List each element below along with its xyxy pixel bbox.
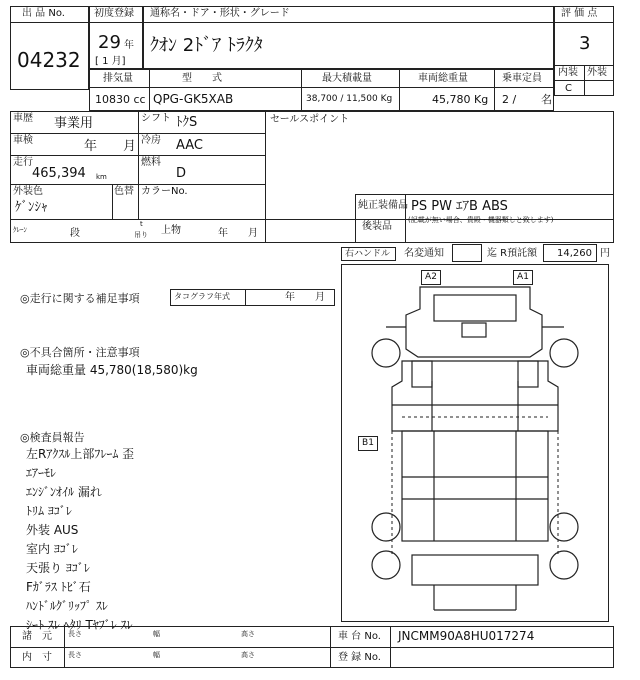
interior-score: C bbox=[565, 83, 572, 94]
report-line-1: 左Rｱｸｽﾙ上部ﾌﾚｰﾑ 歪 bbox=[26, 447, 135, 461]
inspection-value: 年 月 bbox=[84, 139, 137, 154]
tachograph-date: 年 月 bbox=[285, 292, 325, 303]
color-change-label: 色替 bbox=[114, 186, 134, 197]
max-load-value: 38,700 / 11,500 Kg bbox=[306, 94, 393, 104]
report-line-3: ｴﾝｼﾞﾝｵｲﾙ 漏れ bbox=[26, 485, 102, 499]
report-line-6: 室内 ﾖｺﾞﾚ bbox=[26, 542, 78, 556]
deposit-unit: 円 bbox=[600, 248, 610, 259]
crane-lift: 吊り bbox=[134, 231, 148, 239]
name-change-box bbox=[452, 244, 482, 262]
registration-label: 登 録 No. bbox=[338, 652, 381, 663]
fuel-value: D bbox=[176, 166, 187, 181]
spec-label: 諸 元 bbox=[22, 631, 52, 642]
damage-mark-b1: B1 bbox=[358, 436, 378, 451]
color-code-label: カラーNo. bbox=[141, 186, 188, 197]
interior-label: 内装 bbox=[558, 67, 578, 78]
top-body-date: 年 月 bbox=[218, 228, 258, 239]
reg-year: 29 bbox=[98, 32, 121, 53]
truck-outline bbox=[342, 265, 608, 621]
equipment-value: PS PW ｴｱB ABS bbox=[411, 199, 508, 214]
gvw-label: 車両総重量 bbox=[418, 73, 468, 84]
history-value: 事業用 bbox=[54, 116, 94, 131]
shift-label: シフト bbox=[141, 113, 171, 124]
damage-mark-a2: A2 bbox=[421, 270, 441, 285]
lot-number: 04232 bbox=[17, 48, 81, 72]
capacity-value: 2 / bbox=[502, 93, 517, 106]
ac-value: AAC bbox=[176, 138, 203, 153]
capacity-unit: 名 bbox=[541, 93, 552, 106]
crane-ton: t bbox=[140, 220, 143, 228]
report-line-4: ﾄﾘﾑ ﾖｺﾞﾚ bbox=[26, 504, 72, 518]
first-reg-label: 初度登録 bbox=[94, 8, 134, 19]
model-label: 型 式 bbox=[182, 73, 222, 84]
max-load-label: 最大積載量 bbox=[322, 73, 372, 84]
capacity-label: 乗車定員 bbox=[502, 73, 542, 84]
aftermarket-note: (記載が無い場合、貴殿・機器類しと致します) bbox=[408, 216, 554, 224]
tachograph-label: タコグラフ年式 bbox=[174, 292, 230, 301]
damage-mark-a1: A1 bbox=[513, 270, 533, 285]
sales-point-label: セールスポイント bbox=[270, 114, 350, 125]
fuel-label: 燃料 bbox=[141, 157, 161, 168]
crane-stage: 段 bbox=[70, 228, 80, 239]
score-value: 3 bbox=[579, 33, 591, 54]
report-line-2: ｴｱｰﾓﾚ bbox=[26, 466, 57, 480]
gvw-value: 45,780 Kg bbox=[432, 93, 489, 106]
shift-value: ﾄｸS bbox=[176, 115, 198, 130]
equipment-label: 純正装備品 bbox=[358, 200, 408, 211]
model-value: QPG-GK5XAB bbox=[153, 92, 234, 106]
inspection-label: 車検 bbox=[13, 135, 33, 146]
report-line-10: ｼｰﾄ ｽﾚ ﾍﾀﾘ Tﾔﾌﾞﾚ ｽﾚ bbox=[26, 618, 133, 632]
mileage-label: 走行 bbox=[13, 157, 33, 168]
reg-year-unit: 年 bbox=[124, 40, 134, 51]
car-name: ｸｵﾝ 2ﾄﾞｱ ﾄﾗｸﾀ bbox=[150, 35, 263, 56]
color-label: 外装色 bbox=[13, 186, 43, 197]
history-label: 車歴 bbox=[13, 113, 33, 124]
spec-width-label: 幅 bbox=[153, 630, 160, 638]
report-line-8: Fｶﾞﾗｽ ﾄﾋﾞ石 bbox=[26, 580, 91, 594]
lot-label: 出 品 No. bbox=[22, 8, 65, 19]
crane-label: ｸﾚｰﾝ bbox=[13, 226, 27, 234]
report-line-5: 外装 AUS bbox=[26, 523, 79, 537]
exterior-label: 外装 bbox=[587, 67, 607, 78]
reg-month: [ 1 月] bbox=[95, 56, 126, 67]
spec-length-label: 長さ bbox=[68, 630, 82, 638]
report-line-9: ﾊﾝﾄﾞﾙｸﾞﾘｯﾌﾟ ｽﾚ bbox=[26, 599, 108, 613]
ac-label: 冷房 bbox=[141, 135, 161, 146]
mileage-unit: km bbox=[96, 173, 107, 181]
mileage-value: 465,394 bbox=[32, 166, 86, 181]
score-label: 評 価 点 bbox=[561, 8, 598, 19]
dims-length-label: 長さ bbox=[68, 651, 82, 659]
dims-label: 内 寸 bbox=[22, 652, 52, 663]
displacement-label: 排気量 bbox=[103, 73, 133, 84]
chassis-value: JNCMM90A8HU017274 bbox=[398, 629, 535, 643]
right-handle-label: 右ハンドル bbox=[345, 249, 391, 259]
vehicle-diagram bbox=[341, 264, 609, 622]
deposit-label: 迄 R預託額 bbox=[487, 248, 538, 259]
deposit-value: 14,260 bbox=[557, 248, 592, 259]
color-value: ｹﾞﾝｼｬ bbox=[15, 200, 48, 215]
car-name-label: 通称名・ドア・形状・グレード bbox=[150, 8, 290, 19]
running-notes-label: ◎走行に関する補足事項 bbox=[20, 292, 140, 305]
aftermarket-label: 後装品 bbox=[362, 221, 392, 232]
dims-height-label: 高さ bbox=[241, 651, 255, 659]
inspector-report-label: ◎検査員報告 bbox=[20, 431, 85, 444]
top-body-label: 上物 bbox=[161, 225, 181, 236]
defect-notes-label: ◎不具合箇所・注意事項 bbox=[20, 346, 140, 359]
defect-text: 車両総重量 45,780(18,580)kg bbox=[26, 363, 198, 377]
report-line-7: 天張り ﾖｺﾞﾚ bbox=[26, 561, 90, 575]
dims-width-label: 幅 bbox=[153, 651, 160, 659]
chassis-label: 車 台 No. bbox=[338, 631, 381, 642]
spec-height-label: 高さ bbox=[241, 630, 255, 638]
name-change-label: 名変通知 bbox=[404, 248, 444, 259]
displacement-value: 10830 cc bbox=[95, 93, 146, 106]
